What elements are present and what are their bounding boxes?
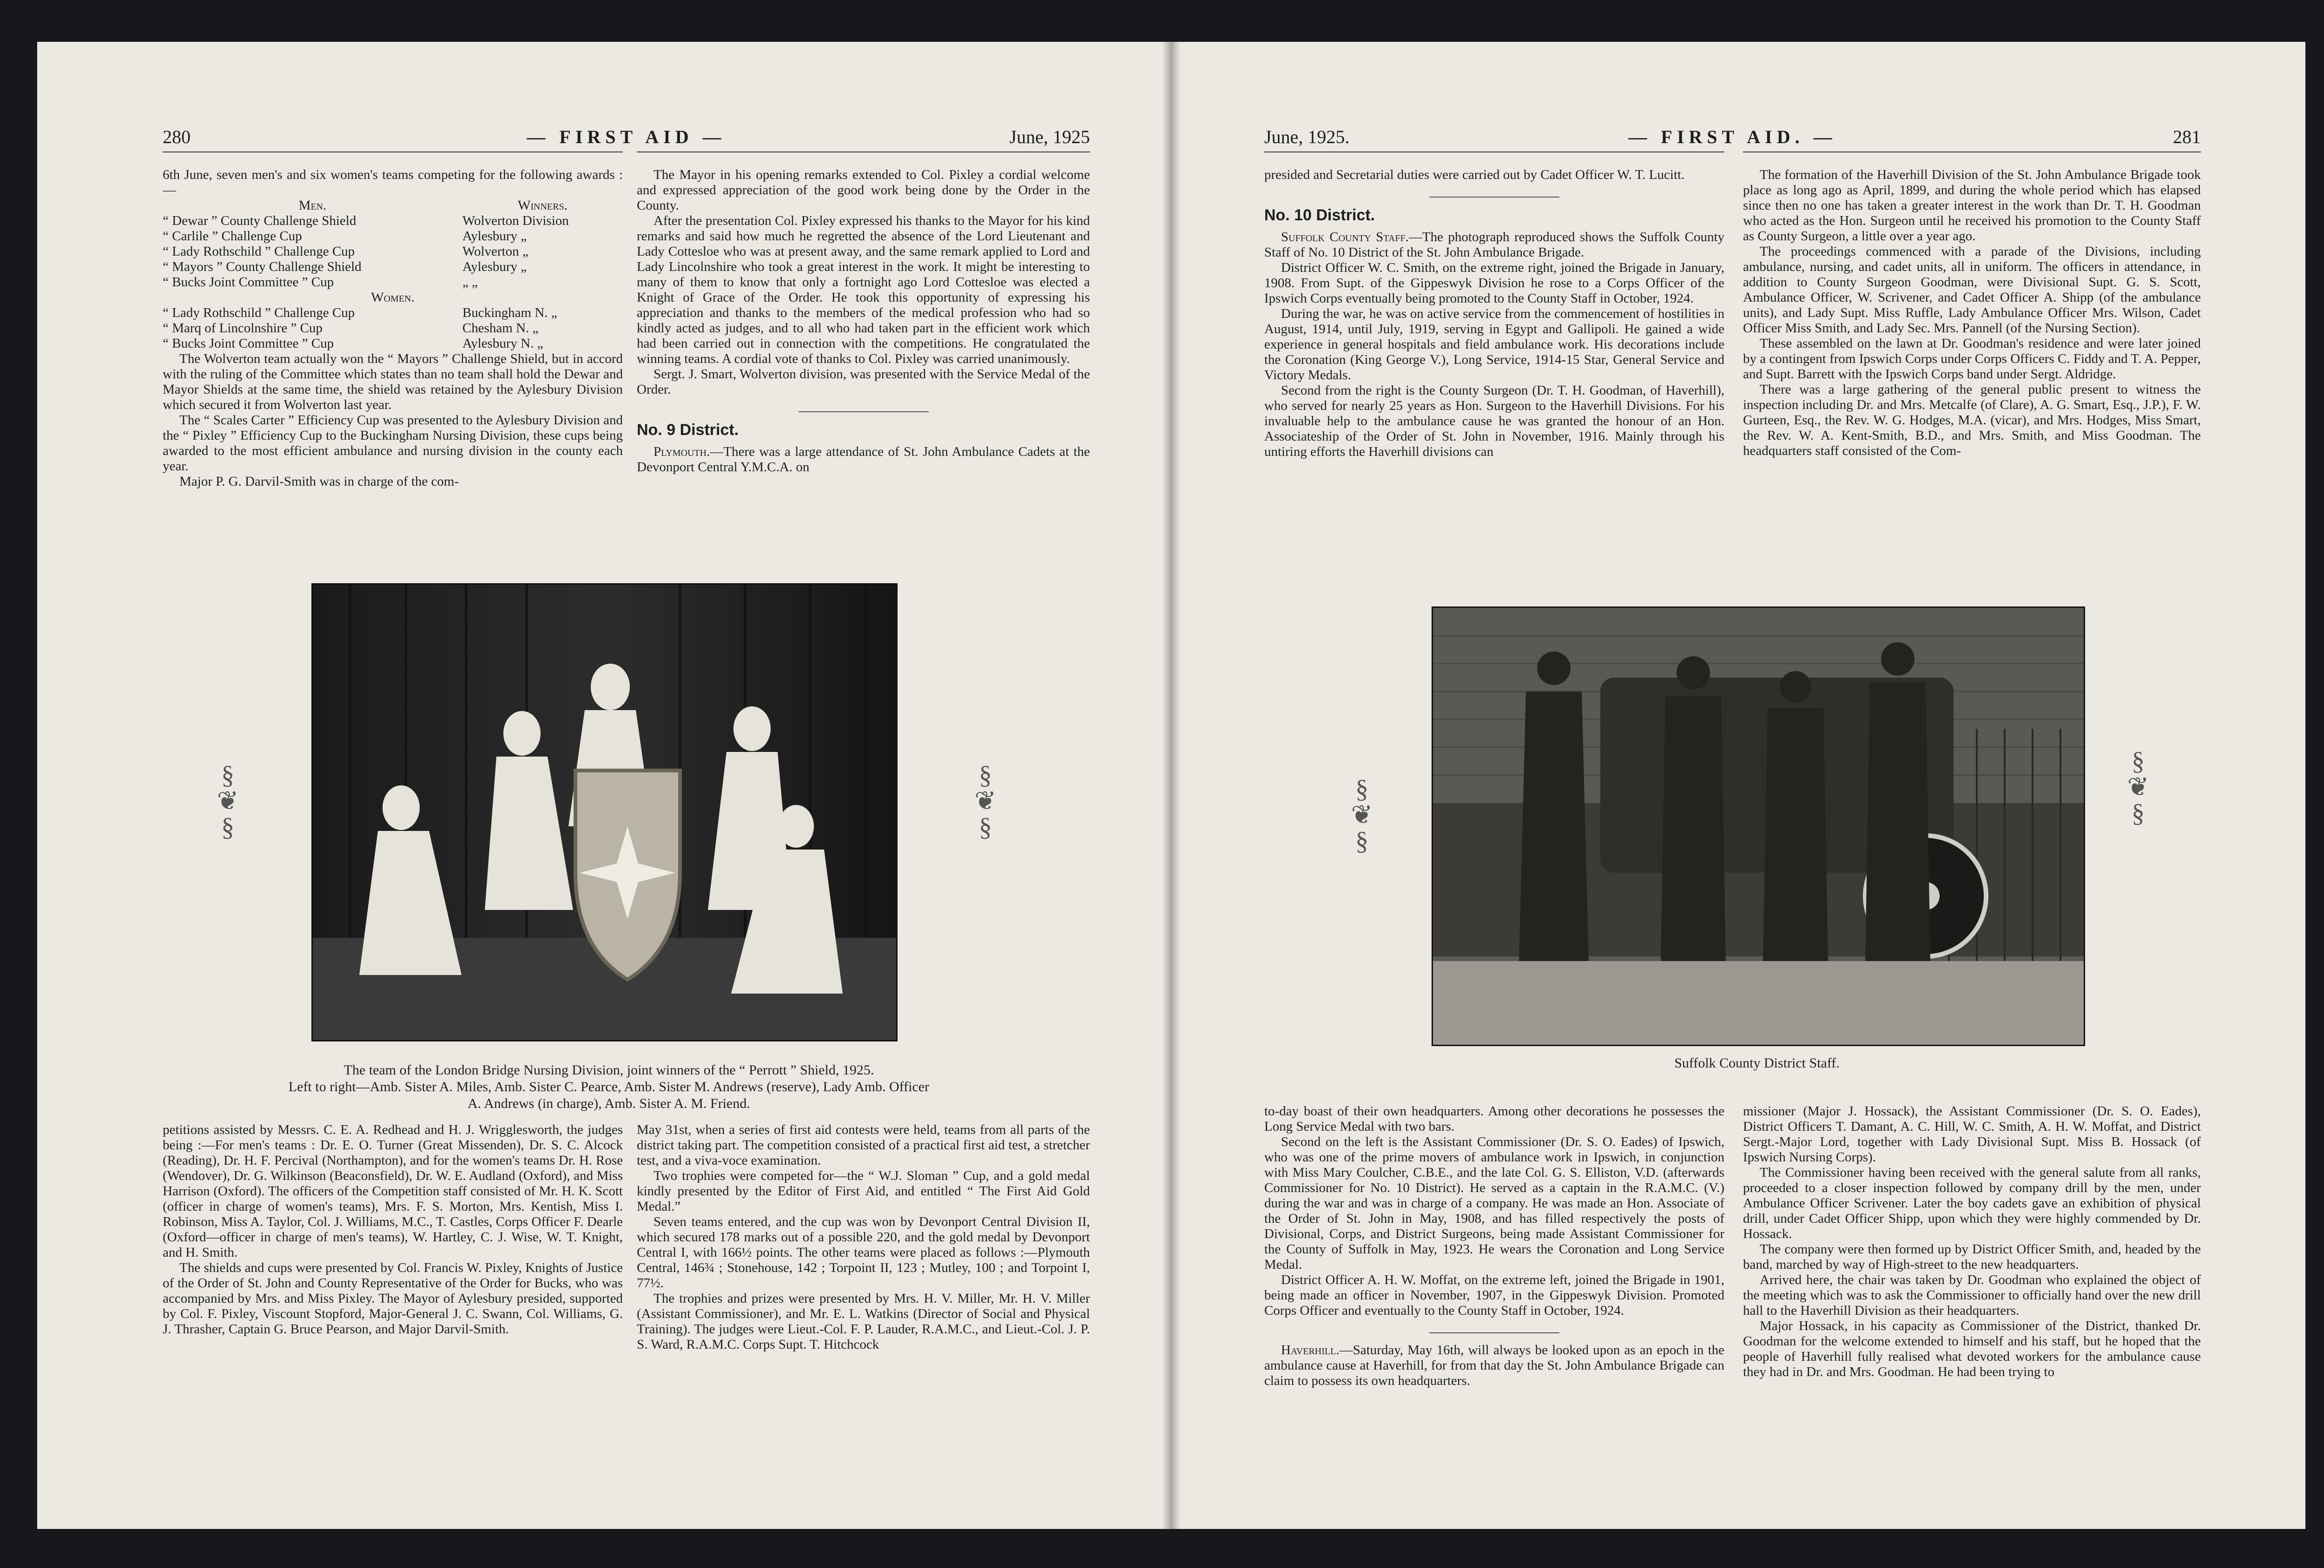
award-winner: Wolverton „ (462, 244, 528, 259)
paragraph: The Commissioner having been received with the general salute from all ranks, proceeded to a closer inspection followed by company drill by the men, under Ambulance Officer Scrivener. Later the boy cadets gave an exhibition of physical drill, under Cadet Officer Shipp, upon which they were highly commended by Dr. Hossack. (1743, 1165, 2201, 1241)
table-row (163, 305, 623, 321)
paragraph: Major Hossack, in his capacity as Commissioner of the District, thanked Dr. Goodman for the welcome extended to himself and his staff, but he hoped that the people of Haverhill fully realised what devoted workers for the ambulance cause they had in Dr. and Mrs. Goodman. He had been trying to (1743, 1318, 2201, 1379)
left-running-title: — FIRST AID — (527, 126, 726, 147)
paragraph: Seven teams entered, and the cup was won by Devonport Central Division II, which secured 178 marks out of a possible 220, and the gold medal by Devonport Central I, with 166½ points. The other teams were placed as follows :—Plymouth Central, 146¾ ; Stonehouse, 142 ; Torpoint II, 123 ; Mutley, 100 ; and Torpoint I, 77½. (637, 1214, 1090, 1291)
table-row (163, 229, 623, 244)
paragraph: During the war, he was on active service from the commencement of hostilities in August, 1914, until July, 1919, serving in Egypt and Gallipoli. He gained a wide experience in general hospitals and field ambulance work. His decorations include the Coronation (King George V.), Long Service, 1914-15 Star, General Service and Victory Medals. (1264, 306, 1724, 382)
right-running-title: — FIRST AID. — (1628, 126, 1837, 147)
section-divider (1429, 1332, 1559, 1333)
paragraph: presided and Secretarial duties were carried out by Cadet Officer W. T. Lucitt. (1264, 167, 1685, 182)
table-row (163, 321, 623, 336)
section-heading: No. 9 District. (637, 421, 739, 439)
award-name: “ Marq of Lincolnshire ” Cup (163, 321, 323, 336)
nursing-team-photo-drawing (313, 585, 896, 1040)
left-column-1 (163, 167, 623, 600)
section-divider (1429, 197, 1559, 198)
right-page-number: 281 (2173, 126, 2201, 147)
paragraph: The trophies and prizes were presented by Mrs. H. V. Miller, Mr. H. V. Miller (Assistant Commissioner), and Mr. E. L. Watkins (Director of Social and Physical Training). The judges were Lieut.-Col. F. P. Lauder, R.A.M.C., and Lieut.-Col. J. P. S. Ward, R.A.M.C. Corps Supt. T. Hitchcock (637, 1291, 1090, 1352)
award-name: “ Bucks Joint Committee ” Cup (163, 275, 334, 290)
suffolk-staff-caption: Suffolk County District Staff. (1674, 1055, 1840, 1071)
paragraph: The shields and cups were presented by Col. Francis W. Pixley, Knights of Justice of the Order of St. John and County Representative of the Order for Bucks, who was accompanied by Mrs. and Miss Pixley. The Mayor of Aylesbury presided, supported by Col. F. Pixley, Viscount Stopford, Major-General J. C. Swann, Col. Williams, G. J. Thrasher, Captain G. Bruce Pearson, and Major Darvil-Smith. (163, 1260, 623, 1337)
paragraph-text: —The photograph reproduced shows the Suffolk County Staff of No. 10 District of the St. John Ambulance Brigade. (1264, 230, 1724, 260)
award-winner: Chesham N. „ (462, 321, 539, 336)
lead-in: Suffolk County Staff. (1281, 230, 1409, 244)
paragraph: District Officer W. C. Smith, on the extreme right, joined the Brigade in January, 1908. From Supt. of the Gippeswyk Division he rose to a Corps Officer of the Ipswich Corps eventually being promoted to the County Staff in October, 1924. (1264, 260, 1724, 306)
right-column-4 (1743, 1104, 2201, 1489)
paragraph: Second from the right is the County Surgeon (Dr. T. H. Goodman, of Haverhill), who served for nearly 25 years as Hon. Surgeon to the Haverhill Divisions. For his invaluable help to the ambulance cause he was granted the honour of an Hon. Associateship of the Order of St. John in November, 1916. Mainly through his untiring efforts the Haverhill divisions can (1264, 383, 1724, 459)
award-name: “ Bucks Joint Committee ” Cup (163, 336, 334, 351)
left-page (37, 42, 1171, 1529)
table-row (163, 259, 623, 275)
paragraph: The proceedings commenced with a parade of the Divisions, including ambulance, nursing, and cadet units, all in uniform. The officers in attendance, in addition to County Surgeon Goodman, were Divisional Supt. G. S. Scott, Ambulance Officer, W. Scrivener, and Cadet Officer A. Shipp (of the ambulance units), and Lady Supt. Miss Ruffle, Lady Ambulance Officer Mrs. Wilson, Cadet Officer Miss Smith, and Lady Sec. Mrs. Pannell (of the Nursing Section). (1743, 244, 2201, 336)
paragraph: Arrived here, the chair was taken by Dr. Goodman who explained the object of the meeting which was to ask the Commissioner to officially hand over the new drill hall to the Haverhill Division as their headquarters. (1743, 1272, 2201, 1318)
paragraph (1264, 230, 1724, 260)
caption-line: A. Andrews (in charge), Amb. Sister A. M. Friend. (468, 1096, 750, 1111)
right-column-3 (1264, 1104, 1724, 1489)
right-column-2 (1743, 167, 2201, 627)
paragraph: petitions assisted by Messrs. C. E. A. Redhead and H. J. Wrigglesworth, the judges being :—For men's teams : Dr. E. O. Turner (Great Missenden), Dr. S. C. Alcock (Reading), Dr. H. F. Percival (Northampton), and for the women's teams Dr. H. Rose (Wendover), Dr. G. Wilkinson (Beaconsfield), Dr. W. E. Audland (Oxford), and Miss Harrison (Oxford). The officers of the Competition staff consisted of Mr. H. K. Scott (officer in charge of women's teams), Mrs. F. S. Morton, Mrs. Kentish, Miss I. Robinson, Miss A. Taylor, Col. J. Williams, M.C., T. Castles, Corps Officer F. Dearle (Oxford—officer in charge of men's teams), W. Hartley, C. J. Wise, W. T. Knight, and H. Smith. (163, 1122, 623, 1260)
left-header-date: June, 1925 (1009, 126, 1090, 147)
ornament-right: § ❦ § (2127, 747, 2149, 828)
awards-men-header: Men. (298, 198, 327, 213)
paragraph: Second on the left is the Assistant Commissioner (Dr. S. O. Eades) of Ipswich, who was one of the prime movers of ambulance work in Ipswich, in conjunction with Miss Mary Coulcher, C.B.E., and the late Col. G. S. Elliston, V.D. (afterwards Commissioner for No. 10 District). He served as a captain in the R.A.M.C. (V.) during the war and was in charge of a company. He was made an Hon. Associate of the Order of St. John in May, 1908, and has filled respectively the posts of Divisional, Corps, and District Surgeons, being made Assistant Commissioner for the County of Suffolk in May, 1923. He wears the Coronation and Long Service Medal. (1264, 1134, 1724, 1272)
suffolk-staff-photo-drawing (1433, 608, 2084, 1045)
ornament-left: § ❦ § (217, 761, 239, 842)
paragraph-text: —There was a large attendance of St. John Ambulance Cadets at the Devonport Central Y.M.C.A. on (637, 444, 1090, 474)
lead-in: Plymouth. (654, 444, 710, 459)
award-winner: Aylesbury N. „ (462, 336, 543, 351)
section-divider (799, 411, 929, 412)
award-name: “ Dewar ” County Challenge Shield (163, 213, 357, 228)
paragraph: There was a large gathering of the general public present to witness the inspection including Dr. and Mrs. Metcalfe (of Clare), A. G. Smart, Esq., J.P.), F. W. Gurteen, Esq., the Rev. W. G. Hodges, M.A. (vicar), and Mrs. Hodges, Miss Smart, the Rev. W. A. Kent-Smith, B.D., and Mrs. Smith, and Miss Goodman. The headquarters staff consisted of the Com- (1743, 382, 2201, 458)
table-row (163, 213, 623, 229)
paragraph: The formation of the Haverhill Division of the St. John Ambulance Brigade took place as long ago as April, 1899, and during the whole period which has elapsed since then no one has taken a greater interest in the work than Dr. T. H. Goodman who acted as the Hon. Surgeon until he received his promotion to the County Staff as County Surgeon, a little over a year ago. (1743, 167, 2201, 244)
nursing-team-caption (209, 1062, 1009, 1112)
paragraph (1264, 1343, 1724, 1389)
awards-table (163, 198, 623, 351)
award-winner: „ „ (462, 275, 478, 290)
paragraph: The Wolverton team actually won the “ Mayors ” Challenge Shield, but in accord with the ruling of the Committee which states than no team shall hold the Dewar and Mayor Shields at the same time, the shield was retained by the Aylesbury Division which secured it from Wolverton last year. (163, 351, 623, 412)
paragraph: Major P. G. Darvil-Smith was in charge of the com- (179, 474, 459, 489)
paragraph: 6th June, seven men's and six women's teams competing for the following awards :— (163, 167, 623, 198)
paragraph: May 31st, when a series of first aid contests were held, teams from all parts of the district taking part. The competition consisted of a practical first aid test, a stretcher test, and a viva-voce examination. (637, 1122, 1090, 1168)
book-spine-shadow (1162, 42, 1181, 1529)
award-winner: Wolverton Division (462, 213, 569, 228)
paragraph: The “ Scales Carter ” Efficiency Cup was presented to the Aylesbury Division and the “ Pixley ” Efficiency Cup to the Buckingham Nursing Division, these cups being awarded to the most efficient ambulance and nursing division in the county each year. (163, 413, 623, 474)
ornament-left: § ❦ § (1351, 775, 1373, 856)
right-header-date: June, 1925. (1264, 126, 1350, 147)
right-page-header (1264, 123, 2201, 151)
award-name: “ Carlile ” Challenge Cup (163, 229, 302, 244)
award-winner: Aylesbury „ (462, 229, 527, 244)
left-column-3 (163, 1122, 623, 1499)
caption-line: Left to right—Amb. Sister A. Miles, Amb. Sister C. Pearce, Amb. Sister M. Andrews (reserve), Lady Amb. Officer (288, 1079, 930, 1094)
award-winner: Aylesbury „ (462, 259, 527, 274)
paragraph: After the presentation Col. Pixley expressed his thanks to the Mayor for his kind remarks and said how much he regretted the absence of the Lord Lieutenant and Lady Cottesloe who was at present away, and the same remark applied to Lord and Lady Lincolnshire who took a great interest in the work. It might be interesting to many of them to know that only a fortnight ago Lord Cottesloe was elected a Knight of Grace of the Order. He took this opportunity of expressing his appreciation and thanks to the members of the medical profession who had so kindly acted as judges, and to all who had taken part in the efficient work which had been carried out in connection with the competitions. He congratulated the winning teams. A cordial vote of thanks to Col. Pixley was carried unanimously. (637, 213, 1090, 366)
table-row (163, 244, 623, 259)
award-name: “ Lady Rothschild ” Challenge Cup (163, 244, 355, 259)
table-row (163, 336, 623, 351)
award-winner: Buckingham N. „ (462, 305, 557, 320)
ornament-right: § ❦ § (974, 761, 997, 842)
paragraph-text: —Saturday, May 16th, will always be looked upon as an epoch in the ambulance cause at Haverhill, for from that day the St. John Ambulance Brigade can claim to possess its own headquarters. (1264, 1343, 1724, 1388)
paragraph (637, 444, 1090, 475)
left-page-number: 280 (163, 126, 191, 147)
caption-line: The team of the London Bridge Nursing Division, joint winners of the “ Perrott ” Shield, 1925. (343, 1062, 874, 1078)
paragraph: to-day boast of their own headquarters. Among other decorations he possesses the Long Service Medal with two bars. (1264, 1104, 1724, 1134)
section-heading: No. 10 District. (1264, 206, 1375, 224)
paragraph: Sergt. J. Smart, Wolverton division, was presented with the Service Medal of the Order. (637, 367, 1090, 397)
award-name: “ Lady Rothschild ” Challenge Cup (163, 305, 355, 320)
lead-in: Haverhill. (1281, 1343, 1340, 1357)
paragraph: District Officer A. H. W. Moffat, on the extreme left, joined the Brigade in 1901, being made an officer in November, 1907, in the Gippeswyk Division. Promoted Corps Officer and eventually to the County Staff in October, 1924. (1264, 1272, 1724, 1318)
paragraph: Two trophies were competed for—the “ W.J. Sloman ” Cup, and a gold medal kindly presented by the Editor of First Aid, and entitled “ The First Aid Gold Medal.” (637, 1168, 1090, 1214)
paragraph: missioner (Major J. Hossack), the Assistant Commissioner (Dr. S. O. Eades), District Officers T. Damant, A. C. Hill, W. C. Smith, A. H. W. Moffat, and District Sergt.-Major Lord, together with Lady Divisional Supt. Miss B. Hossack (of Ipswich Nursing Corps). (1743, 1104, 2201, 1165)
left-column-2 (637, 167, 1090, 600)
suffolk-staff-photo (1432, 606, 2085, 1046)
awards-winners-header: Winners. (518, 198, 568, 213)
right-page (1171, 42, 2305, 1529)
paragraph: The company were then formed up by District Officer Smith, and, headed by the band, marched by way of High-street to the new headquarters. (1743, 1242, 2201, 1272)
left-column-4 (637, 1122, 1090, 1499)
paragraph: These assembled on the lawn at Dr. Goodman's residence and were later joined by a contingent from Ipswich Corps under Corps Officers C. Fiddy and T. A. Pepper, and Supt. Barrett with the Ipswich Corps band under Sergt. Aldridge. (1743, 336, 2201, 382)
nursing-team-photo (311, 583, 898, 1041)
award-name: “ Mayors ” County Challenge Shield (163, 259, 362, 274)
paragraph: The Mayor in his opening remarks extended to Col. Pixley a cordial welcome and expressed appreciation of the good work being done by the Order in the County. (637, 167, 1090, 213)
table-row (163, 275, 623, 290)
left-page-header (163, 123, 1090, 151)
right-column-1 (1264, 167, 1724, 627)
awards-women-header: Women. (371, 290, 415, 305)
